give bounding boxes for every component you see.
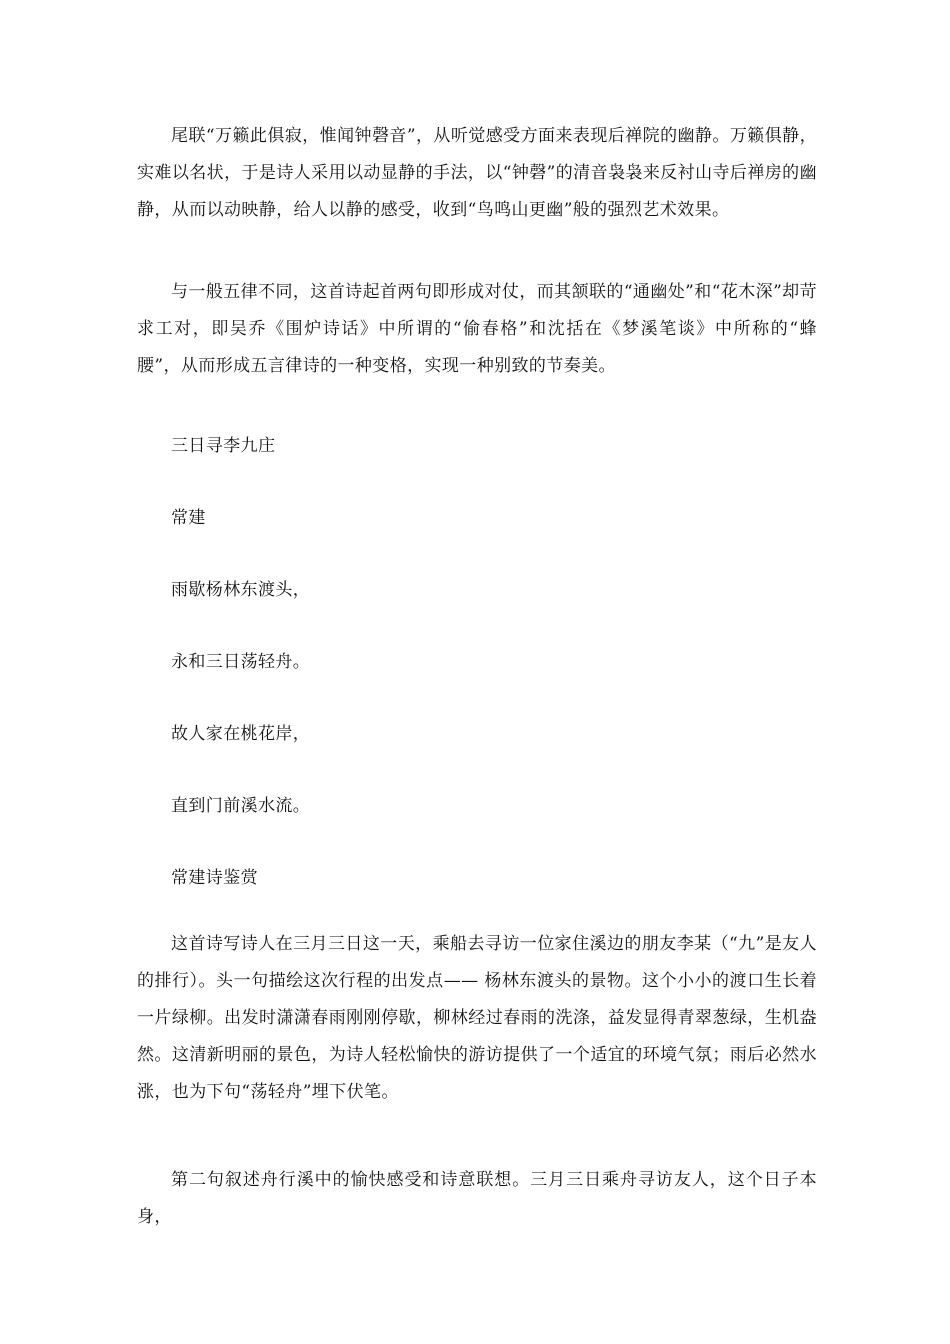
poem-line-4: 直到门前溪水流。 (171, 796, 311, 816)
paragraph-ending-couplet: 尾联“万籁此俱寂，惟闻钟磬音”，从听觉感受方面来表现后禅院的幽静。万籁俱静，实难以名状，于是诗人采用以动显静的手法，以“钟磬”的清音袅袅来反衬山寺后禅房的幽静，从而以动映静，给人以静的感受，收到“鸟鸣山更幽”般的强烈艺术效果。 (137, 126, 817, 220)
poem-line-1: 雨歇杨林东渡头， (171, 580, 311, 600)
poem-line-2: 永和三日荡轻舟。 (171, 652, 311, 672)
poem-author: 常建 (171, 508, 206, 528)
appreciation-heading: 常建诗鉴赏 (171, 868, 258, 888)
appreciation-paragraph-1: 这首诗写诗人在三月三日这一天，乘船去寻访一位家住溪边的朋友李某（“九”是友人的排行）。头一句描绘这次行程的出发点—— 杨林东渡头的景物。这个小小的渡口生长着一片绿柳。出发时潇潇春雨刚刚停歇，柳林经过春雨的洗涤，益发显得青翠葱绿，生机盎然。这清新明丽的景色，为诗人轻松愉快的游访提供了一个适宜的环境气氛；雨后必然水涨，也为下句“荡轻舟”埋下伏笔。 (137, 934, 817, 1102)
paragraph-form-analysis: 与一般五律不同，这首诗起首两句即形成对仗，而其颔联的“通幽处”和“花木深”却苛求工对，即吴乔《围炉诗话》中所谓的“偷春格”和沈括在《梦溪笔谈》中所称的“蜂腰”，从而形成五言律诗的一种变格，实现一种别致的节奏美。 (137, 282, 817, 376)
poem-title: 三日寻李九庄 (171, 436, 276, 456)
appreciation-paragraph-2: 第二句叙述舟行溪中的愉快感受和诗意联想。三月三日乘舟寻访友人，这个日子本身， (137, 1170, 817, 1227)
poem-line-3: 故人家在桃花岸， (171, 724, 311, 744)
